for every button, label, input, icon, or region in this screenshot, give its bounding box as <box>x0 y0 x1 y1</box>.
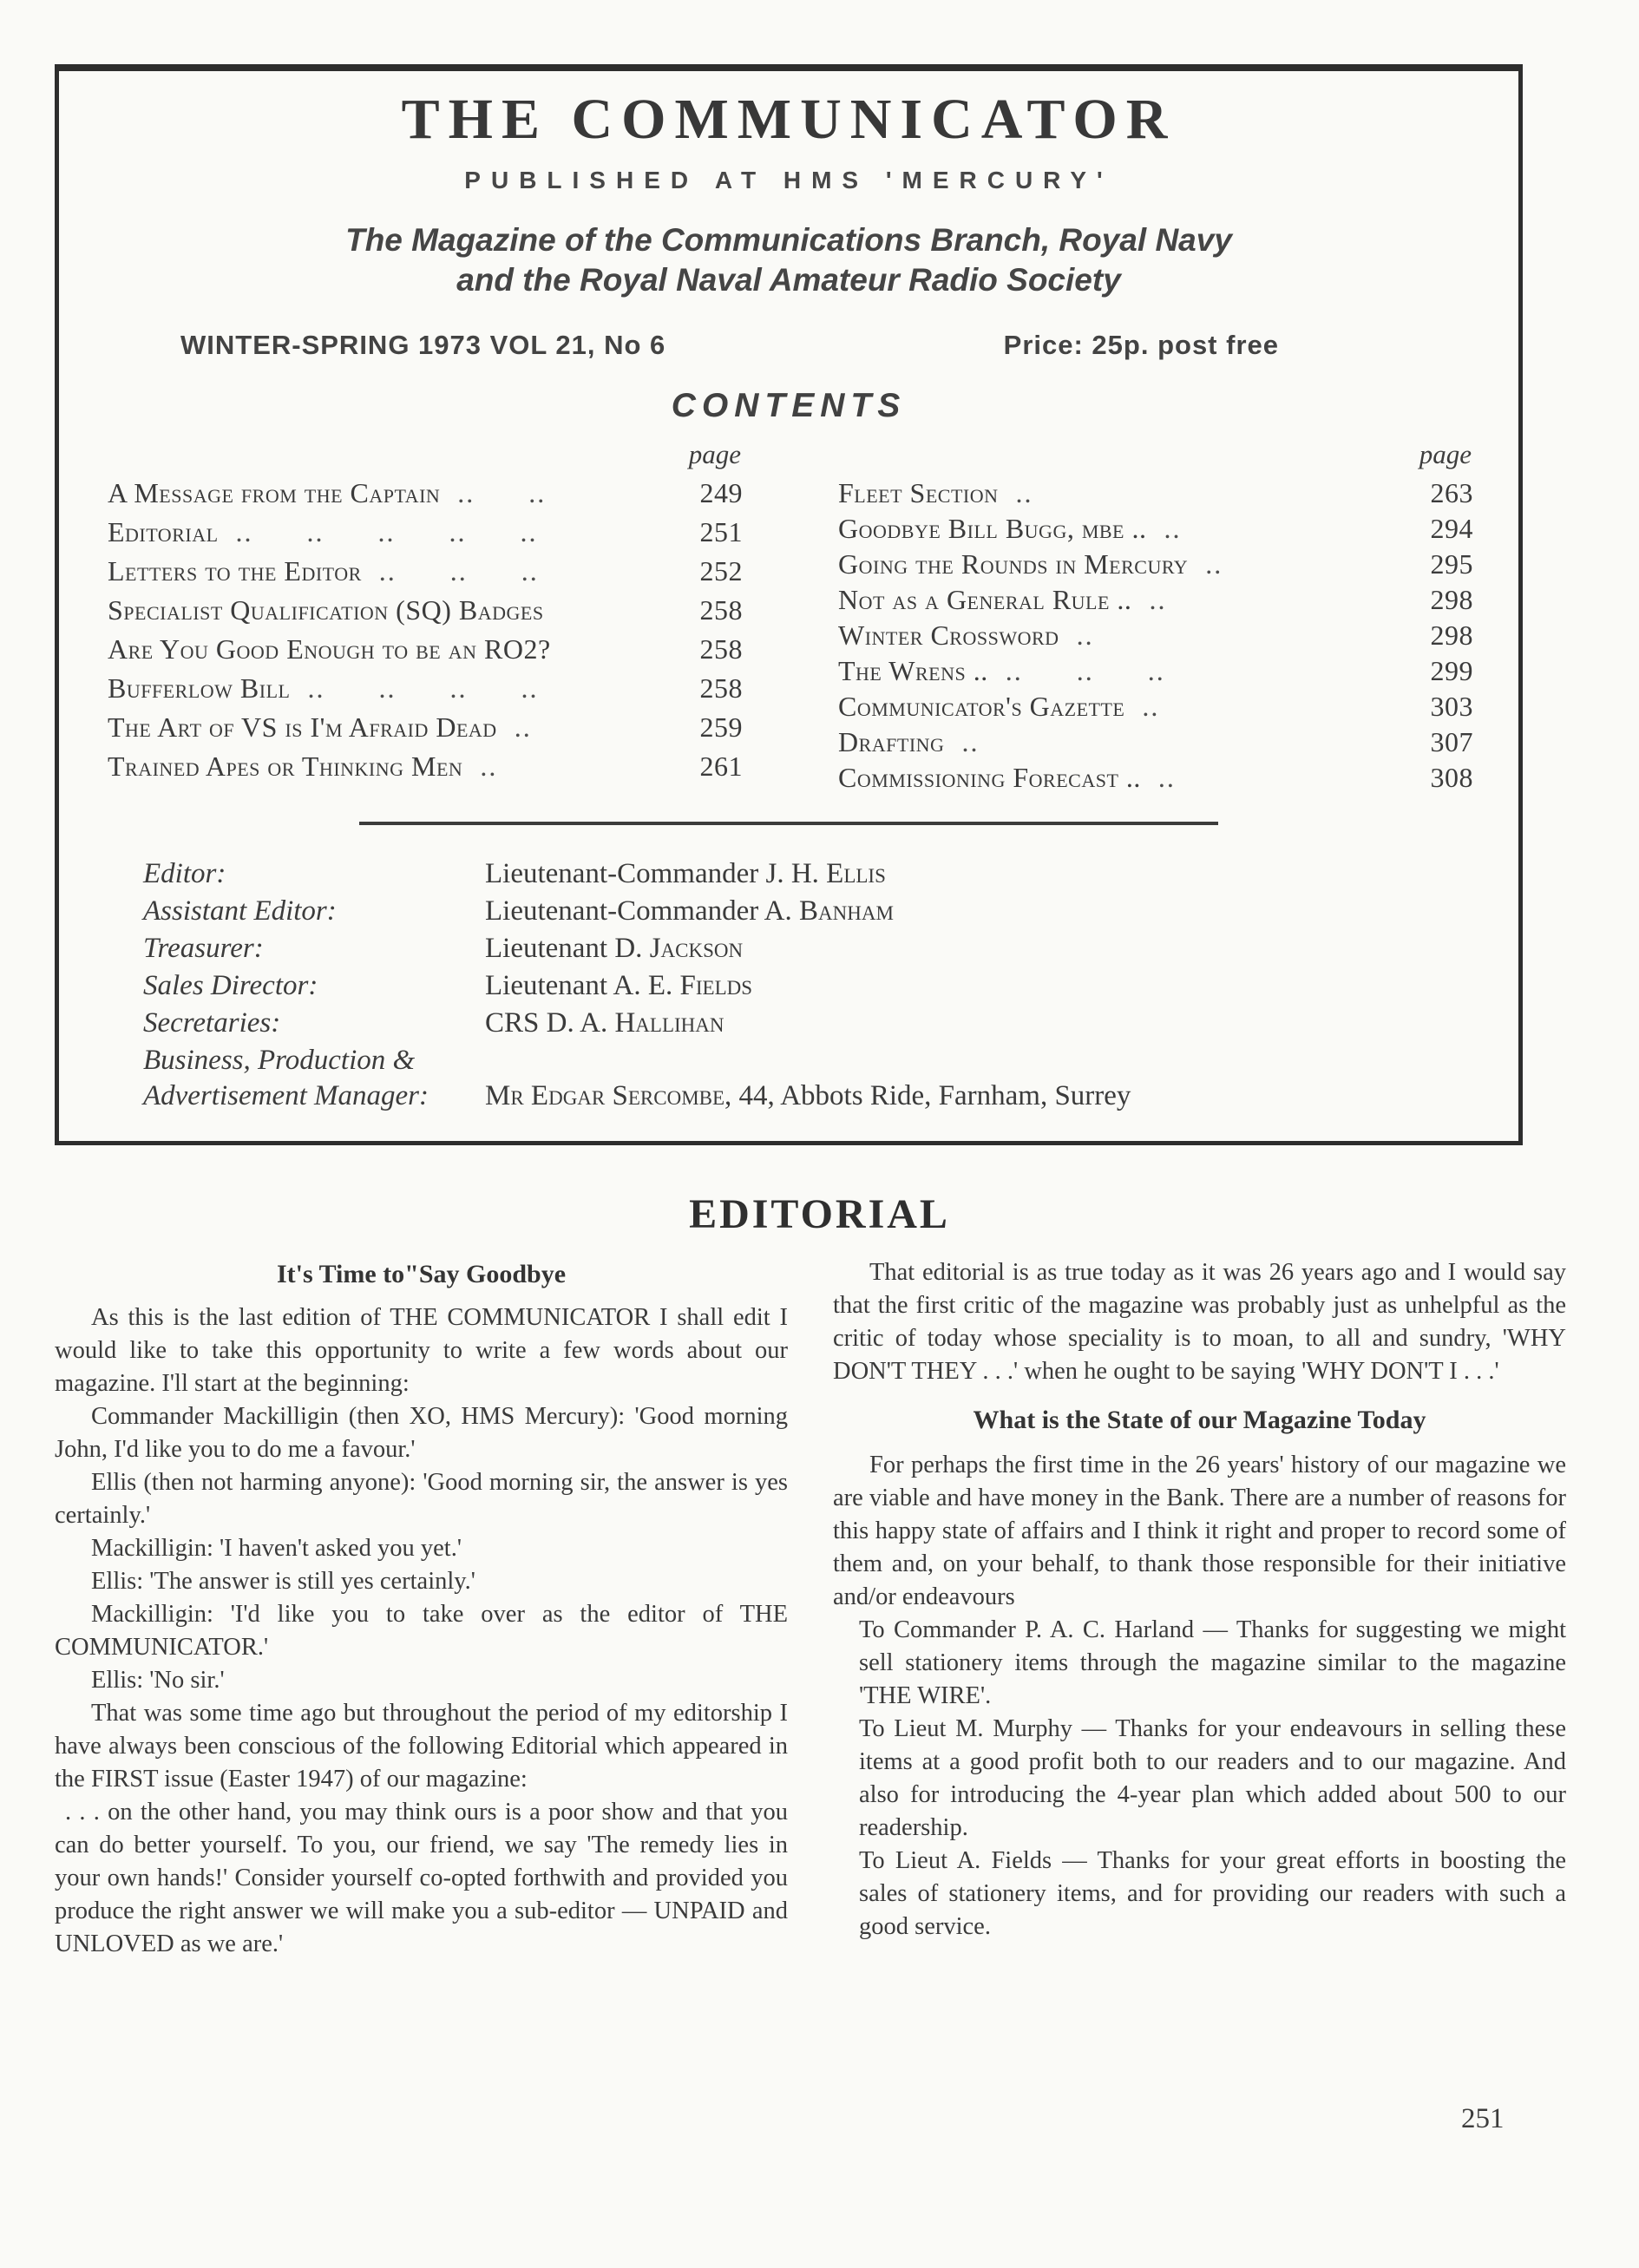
staff-person-prefix: Lieutenant-Commander A. <box>485 895 799 927</box>
toc-entry <box>108 751 743 790</box>
staff-person-surname: Jackson <box>649 933 744 964</box>
staff-row <box>143 931 1518 967</box>
toc-entry <box>838 762 1473 797</box>
toc-leader-dots: .. <box>1205 548 1223 580</box>
staff-row <box>143 1043 1518 1114</box>
staff-person-suffix: , 44, Abbots Ride, Farnham, Surrey <box>724 1080 1131 1111</box>
masthead-box <box>55 64 1523 1145</box>
magazine-subtitle <box>59 220 1518 300</box>
toc-entry-page: 308 <box>1430 762 1473 793</box>
toc-entry-page: 294 <box>1430 513 1473 544</box>
toc-entry-title: Specialist Qualification (SQ) Badges <box>108 594 544 626</box>
toc-leader-dots: .. <box>1157 762 1176 793</box>
toc-entry <box>838 726 1473 762</box>
toc-leader-dots: .. .. <box>457 477 547 508</box>
toc-entry-title: Bufferlow Bill <box>108 672 291 704</box>
page-column-label: page <box>1419 439 1472 469</box>
toc-entry-title: A Message from the Captain <box>108 477 441 508</box>
toc-entry-page: 251 <box>699 516 743 547</box>
subtitle-line-1: The Magazine of the Communications Branch, Royal Navy <box>345 222 1232 258</box>
toc-entry <box>838 691 1473 726</box>
toc-leader-dots: .. <box>480 751 498 782</box>
toc-entry <box>108 555 743 594</box>
toc-entry-title: Trained Apes or Thinking Men <box>108 751 463 782</box>
toc-entry-page: 258 <box>699 594 743 626</box>
toc-entry-title: Letters to the Editor <box>108 555 362 587</box>
staff-person <box>485 968 752 1004</box>
paragraph: That editorial is as true today as it was 26 years ago and I would say that the first critic of the magazine was probably just as unhelpful as the critic of today whose speciality is to moan, to all and sundry, 'WHY DON'T THEY . . .' when he ought to be saying 'WHY DON'T I . . .' <box>833 1259 1566 1385</box>
toc-entry-title: The Wrens .. <box>838 655 988 686</box>
toc-entry <box>838 548 1473 584</box>
staff-role-label: Secretaries: <box>143 1007 281 1039</box>
toc-entry-page: 303 <box>1430 691 1473 722</box>
toc-entry-title: Winter Crossword <box>838 619 1059 651</box>
toc-entry-title: Communicator's Gazette <box>838 691 1125 722</box>
staff-person <box>485 894 894 929</box>
staff-role-label: Sales Director: <box>143 970 318 1001</box>
issue-price: Price: 25p. post free <box>1003 330 1279 360</box>
toc-leader-dots: .. .. .. .. .. <box>235 516 538 547</box>
editorial-body <box>55 1256 1566 1961</box>
staff-role-label: Editor: <box>143 858 226 889</box>
staff-person-surname: Fields <box>679 970 753 1001</box>
editorial-left-subheading: It's Time to"Say Goodbye <box>276 1260 567 1288</box>
paragraph: Commander Mackilligin (then XO, HMS Mercury): 'Good morning John, I'd like you to do me a favour.' <box>55 1403 788 1463</box>
toc-entry <box>838 513 1473 548</box>
toc-leader-dots: .. <box>514 711 532 743</box>
toc-entry <box>838 584 1473 619</box>
staff-row <box>143 968 1518 1004</box>
contents-left-column <box>108 434 743 797</box>
paragraph: Mackilligin: 'I haven't asked you yet.' <box>91 1535 462 1562</box>
quoted-editorial-excerpt: . . . on the other hand, you may think ours is a poor show and that you can do better yourself. To you, our friend, we say 'The remedy lies in your own hands!' Consider yourself co-opted forthwith and provided you produce the right answer we will make you a sub-editor — UNPAID and UNLOVED as we are.' <box>55 1799 788 1957</box>
contents-heading: CONTENTS <box>671 387 907 424</box>
paragraph: Ellis (then not harming anyone): 'Good morning sir, the answer is yes certainly.' <box>55 1469 788 1529</box>
staff-role-label: Treasurer: <box>143 933 264 964</box>
toc-entry-title: Goodbye Bill Bugg, mbe .. <box>838 513 1147 544</box>
toc-entry <box>108 633 743 672</box>
staff-person <box>485 1006 724 1041</box>
editorial-right-subheading: What is the State of our Magazine Today <box>973 1406 1426 1434</box>
toc-entry-title: Drafting <box>838 726 945 757</box>
toc-entry-title: The Art of VS is I'm Afraid Dead <box>108 711 497 743</box>
toc-entry-page: 252 <box>699 555 743 587</box>
toc-entry-title: Editorial <box>108 516 219 547</box>
editorial-right-column <box>833 1256 1566 1961</box>
staff-person-prefix: Lieutenant-Commander J. H. <box>485 858 827 889</box>
toc-entry-page: 249 <box>699 477 743 508</box>
toc-leader-dots: .. .. .. <box>378 555 539 587</box>
paragraph: For perhaps the first time in the 26 years' history of our magazine we are viable and have money in the Bank. There are a number of reasons for this happy state of affairs and I think it right and proper to record some of them and, on your behalf, to thank those responsible for their initiative and/or endeavours <box>833 1452 1566 1610</box>
toc-entry <box>838 619 1473 655</box>
magazine-title: THE COMMUNICATOR <box>401 88 1177 151</box>
contents-table <box>59 425 1518 797</box>
toc-entry-title: Are You Good Enough to be an RO2? <box>108 633 551 665</box>
staff-person-prefix: Lieutenant D. <box>485 933 650 964</box>
staff-role-label: Assistant Editor: <box>143 895 337 927</box>
toc-entry-page: 261 <box>699 751 743 782</box>
editorial-left-column <box>55 1256 788 1961</box>
staff-person-surname: Hallihan <box>614 1007 724 1039</box>
paragraph: Ellis: 'No sir.' <box>91 1667 225 1694</box>
toc-entry-title: Fleet Section <box>838 477 999 508</box>
issue-volume: WINTER-SPRING 1973 VOL 21, No 6 <box>180 330 666 360</box>
issue-row <box>59 330 1518 361</box>
staff-row <box>143 894 1518 929</box>
staff-person <box>485 1078 1131 1114</box>
toc-leader-dots: .. <box>1076 619 1094 651</box>
staff-person-surname: Mr Edgar Sercombe <box>485 1080 725 1111</box>
toc-entry <box>838 477 1473 513</box>
toc-entry-page: 259 <box>699 711 743 743</box>
toc-entry-title: Going the Rounds in Mercury <box>838 548 1189 580</box>
staff-person-prefix: CRS D. A. <box>485 1007 615 1039</box>
toc-entry-title: Not as a General Rule .. <box>838 584 1132 615</box>
editorial-heading: EDITORIAL <box>689 1191 950 1237</box>
staff-list <box>143 856 1518 1114</box>
toc-entry <box>108 672 743 711</box>
thanks-item: To Lieut M. Murphy — Thanks for your endeavours in selling these items at a good profit both to our readers and to our magazine. And also for introducing the 4-year plan which added about 500 to our readership. <box>859 1715 1566 1841</box>
toc-leader-dots: .. <box>1149 584 1167 615</box>
staff-row <box>143 1006 1518 1041</box>
toc-entry-page: 295 <box>1430 548 1473 580</box>
toc-entry-page: 298 <box>1430 584 1473 615</box>
toc-leader-dots: .. <box>961 726 980 757</box>
staff-person <box>485 856 886 892</box>
masthead-divider <box>359 822 1218 825</box>
toc-entry-page: 298 <box>1430 619 1473 651</box>
paragraph: That was some time ago but throughout the period of my editorship I have always been conscious of the following Editorial which appeared in the FIRST issue (Easter 1947) of our magazine: <box>55 1700 788 1793</box>
staff-person-surname: Ellis <box>826 858 886 889</box>
toc-entry <box>108 594 743 633</box>
paragraph: As this is the last edition of THE COMMUNICATOR I shall edit I would like to take this opportunity to write a few words about our magazine. I'll start at the beginning: <box>55 1304 788 1397</box>
toc-leader-dots: .. <box>1164 513 1182 544</box>
thanks-item: To Commander P. A. C. Harland — Thanks for suggesting we might sell stationery items through the magazine similar to the magazine 'THE WIRE'. <box>859 1616 1566 1709</box>
staff-person <box>485 931 743 967</box>
published-at-line: PUBLISHED AT HMS 'MERCURY' <box>464 167 1113 193</box>
toc-entry <box>838 655 1473 691</box>
page-number: 251 <box>1461 2103 1505 2134</box>
toc-leader-dots: .. .. .. .. <box>307 672 539 704</box>
page-column-label: page <box>688 439 741 469</box>
contents-right-column <box>838 434 1473 797</box>
toc-entry-page: 263 <box>1430 477 1473 508</box>
toc-leader-dots: .. <box>1142 691 1160 722</box>
paragraph: Mackilligin: 'I'd like you to take over as the editor of THE COMMUNICATOR.' <box>55 1601 788 1661</box>
toc-entry <box>108 711 743 751</box>
staff-person-prefix: Lieutenant A. E. <box>485 970 680 1001</box>
staff-row <box>143 856 1518 892</box>
toc-entry <box>108 477 743 516</box>
staff-role-label: Business, Production & Advertisement Manager: <box>143 1045 429 1111</box>
staff-person-surname: Banham <box>799 895 894 927</box>
toc-entry-page: 258 <box>699 672 743 704</box>
toc-leader-dots: .. .. .. <box>1005 655 1165 686</box>
paragraph: Ellis: 'The answer is still yes certainly.' <box>91 1568 475 1595</box>
subtitle-line-2: and the Royal Naval Amateur Radio Society <box>456 262 1121 298</box>
toc-entry <box>108 516 743 555</box>
thanks-item: To Lieut A. Fields — Thanks for your great efforts in boosting the sales of stationery items, and for providing our readers with such a good service. <box>859 1847 1566 1940</box>
toc-leader-dots: .. <box>1015 477 1033 508</box>
toc-entry-page: 258 <box>699 633 743 665</box>
toc-entry-page: 307 <box>1430 726 1473 757</box>
toc-entry-title: Commissioning Forecast .. <box>838 762 1141 793</box>
toc-entry-page: 299 <box>1430 655 1473 686</box>
